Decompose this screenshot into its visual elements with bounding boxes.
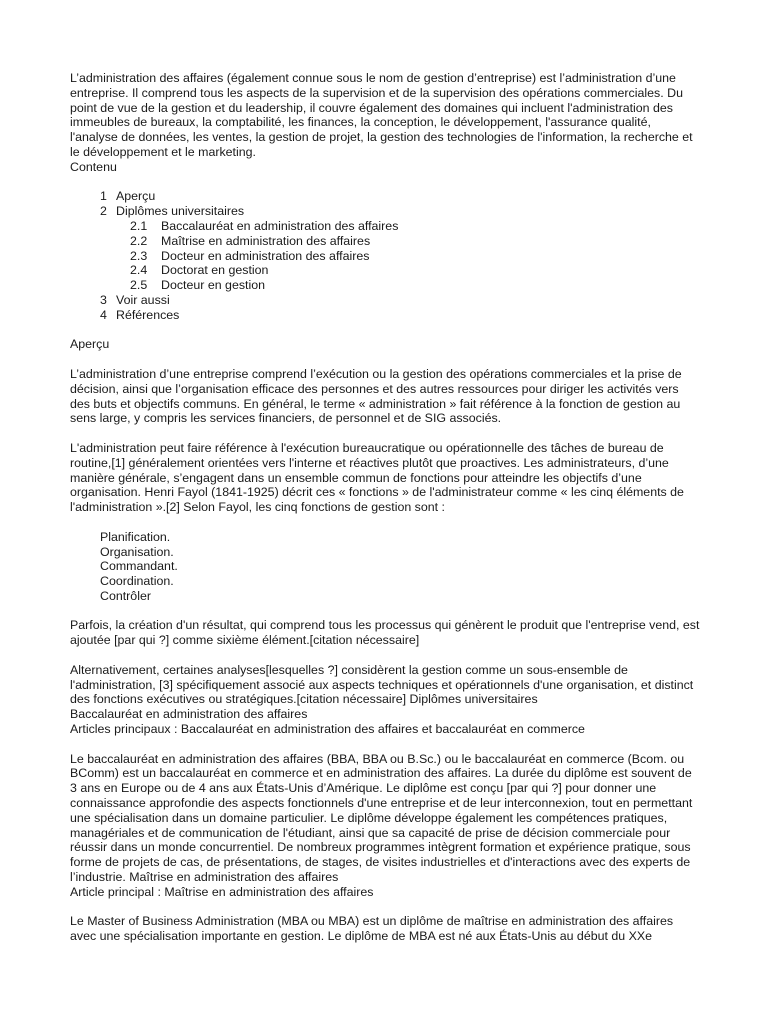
- toc-item[interactable]: 2.3 Docteur en administration des affaires: [130, 248, 370, 263]
- bba-heading: Baccalauréat en administration des affaires: [70, 707, 308, 722]
- toc-item[interactable]: 2 Diplômes universitaires: [100, 204, 245, 219]
- overview-paragraph-2: L'administration peut faire référence à l'exécution bureaucratique ou opérationnelle des tâches de bureau de routine,[1] généralement orientées vers l'interne et réactives plutôt que proactives. Les administrateurs, d’une manière générale, s’engagent dans un ensemble commun de fonctions pour atteindre les objectifs d’une organisation. Henri Fayol (1841-1925) décrit ces « fonctions » de l'administrateur comme « les cinq éléments de l'administration ».[2] Selon Fayol, les cinq fonctions de gestion sont :: [70, 440, 684, 515]
- toc-item[interactable]: 2.2 Maîtrise en administration des affaires: [130, 233, 371, 248]
- mba-main-article: Article principal : Maîtrise en administration des affaires: [70, 884, 374, 899]
- toc-item[interactable]: 2.5 Docteur en gestion: [130, 278, 266, 293]
- list-item: Coordination.: [100, 574, 174, 589]
- toc-item[interactable]: 2.4 Doctorat en gestion: [130, 263, 269, 278]
- overview-paragraph-1: L’administration d’une entreprise comprend l’exécution ou la gestion des opérations commerciales et la prise de décision, ainsi que l’organisation efficace des personnes et des autres ressources pour diriger les activités vers des buts et objectifs communs. En général, le terme « administration » fait référence à la fonction de gestion au sens large, y compris les services financiers, de personnel et de SIG associés.: [70, 366, 682, 426]
- list-item: Contrôler: [100, 588, 151, 603]
- overview-heading: Aperçu: [70, 337, 110, 352]
- paragraph-sixth-element: Parfois, la création d'un résultat, qui comprend tous les processus qui génèrent le produit que l'entreprise vend, est ajoutée [par qui ?] comme sixième élément.[citation nécessaire]: [70, 618, 700, 648]
- paragraph-alternative-analyses: Alternativement, certaines analyses[lesquelles ?] considèrent la gestion comme un sous-ensemble de l'administration, [3] spécifiquement associé aux aspects techniques et opérationnels d'une organisation, et distinct des fonctions exécutives ou stratégiques.[citation nécessaire] Diplômes universitaires: [70, 662, 694, 707]
- contents-label: Contenu: [70, 159, 117, 174]
- toc-item[interactable]: 4 Références: [100, 307, 180, 322]
- mba-paragraph: Le Master of Business Administration (MBA ou MBA) est un diplôme de maîtrise en administration des affaires avec une spécialisation importante en gestion. Le diplôme de MBA est né aux États-Unis au début du XXe: [70, 914, 674, 944]
- list-item: Planification.: [100, 529, 171, 544]
- table-of-contents: [70, 189, 700, 322]
- toc-item[interactable]: 1 Aperçu: [100, 189, 156, 204]
- bba-paragraph: Le baccalauréat en administration des affaires (BBA, BBA ou B.Sc.) ou le baccalauréat en commerce (Bcom. ou BComm) est un baccalauréat en commerce et en administration des affaires. La durée du diplôme est souvent de 3 ans en Europe ou de 4 ans aux États-Unis d’Amérique. Le diplôme est conçu [par qui ?] pour donner une connaissance approfondie des aspects fonctionnels d'une entreprise et de leur interconnexion, tout en permettant une spécialisation dans un domaine particulier. Le diplôme développe également les compétences pratiques, managériales et de communication de l'étudiant, ainsi que sa capacité de prise de décision commerciale pour réussir dans un monde concurrentiel. De nombreux programmes intègrent formation et expérience pratique, sous forme de projets de cas, de présentations, de stages, de visites industrielles et d'interactions avec des experts de l’industrie. Maîtrise en administration des affaires: [70, 751, 693, 885]
- fayol-functions-list: [70, 530, 700, 604]
- toc-item[interactable]: 3 Voir aussi: [100, 292, 170, 307]
- intro-paragraph: L’administration des affaires (également connue sous le nom de gestion d’entreprise) est l’administration d’une entreprise. Il comprend tous les aspects de la supervision et de la supervision des opérations commerciales. Du point de vue de la gestion et du leadership, il couvre également des domaines qui incluent l'administration des immeubles de bureaux, la comptabilité, les finances, la conception, le développement, l'assurance qualité, l'analyse de données, les ventes, la gestion de projet, la gestion des technologies de l'information, la recherche et le développement et le marketing.: [70, 71, 693, 159]
- toc-item[interactable]: 2.1 Baccalauréat en administration des affaires: [130, 218, 399, 233]
- list-item: Commandant.: [100, 559, 178, 574]
- document-body: [70, 71, 700, 944]
- bba-main-articles: Articles principaux : Baccalauréat en administration des affaires et baccalauréat en commerce: [70, 722, 585, 737]
- list-item: Organisation.: [100, 544, 174, 559]
